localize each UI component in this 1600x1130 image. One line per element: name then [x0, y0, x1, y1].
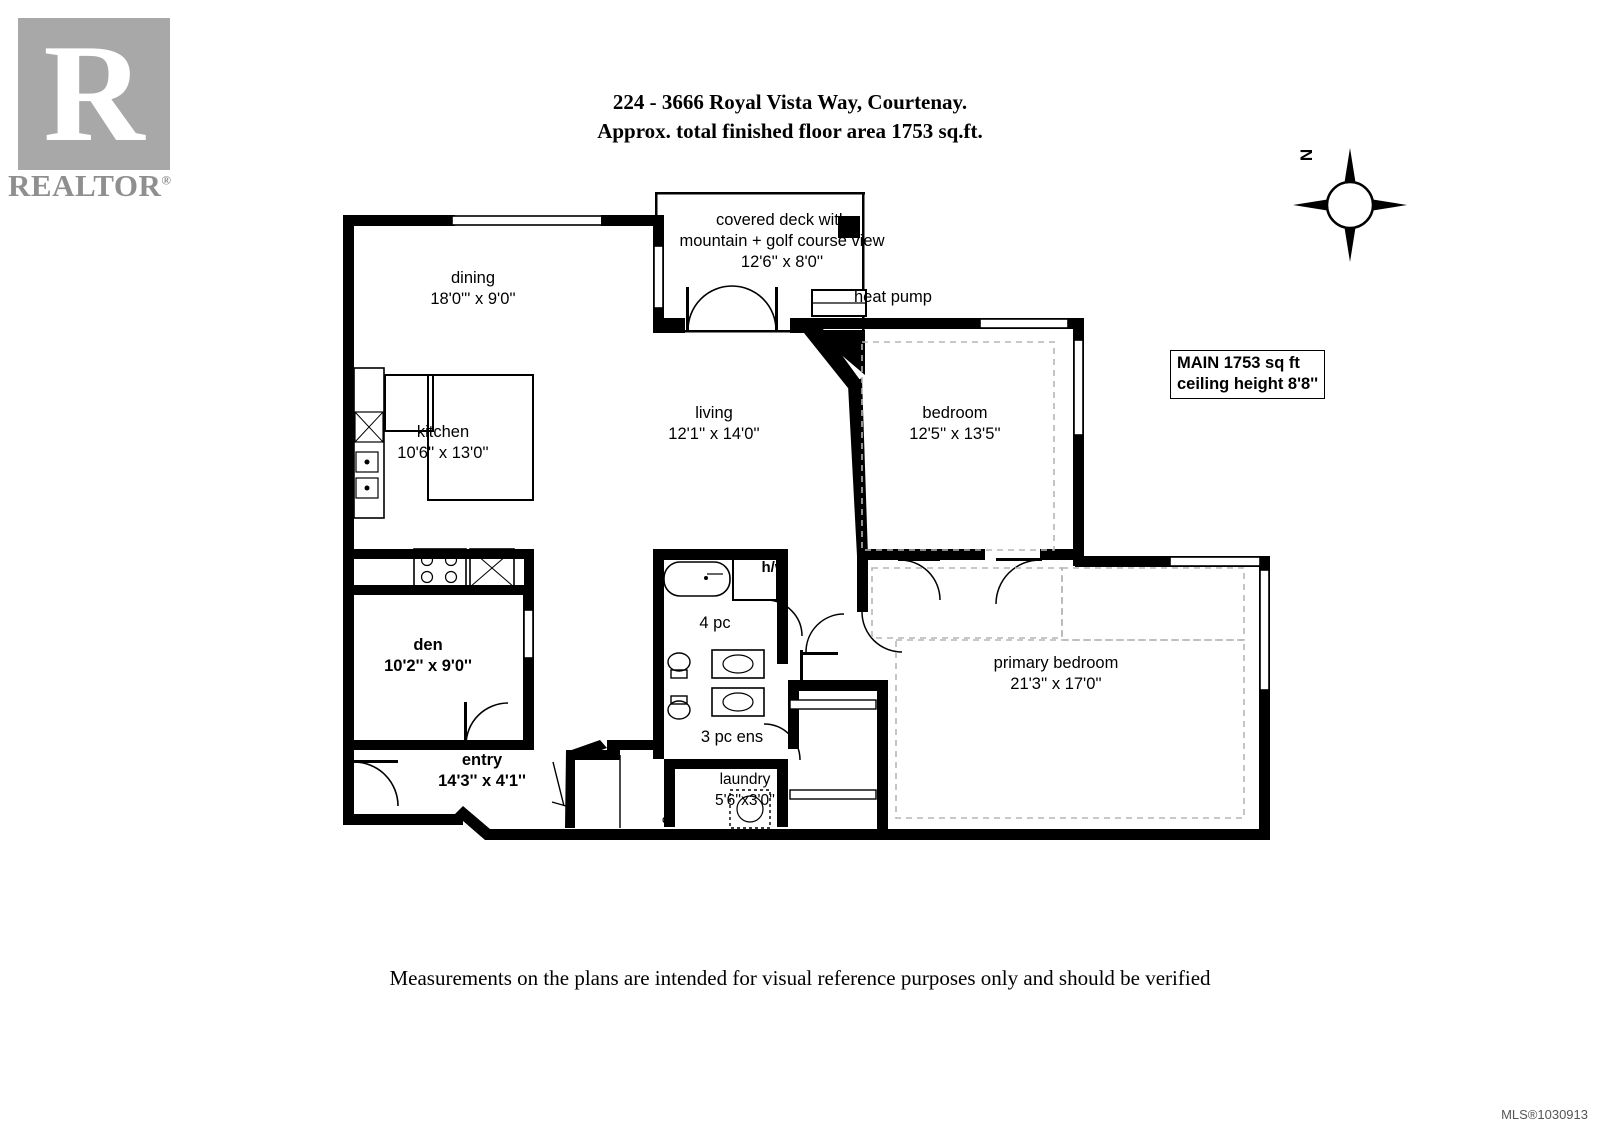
room-label-dining [430, 268, 515, 310]
room-dimensions: 12'1'' x 14'0'' [668, 425, 760, 443]
room-name: primary bedroom [993, 654, 1119, 672]
mls-id-label: MLS®1030913 [1501, 1107, 1588, 1122]
bathroom-4pc-label: 4 pc [699, 614, 731, 632]
realtor-registered-mark: ® [161, 172, 172, 188]
realtor-wordmark-text: REALTOR [8, 168, 162, 203]
hot-water-tank-label: h/w [761, 559, 787, 576]
room-name: living [695, 404, 733, 422]
page-title-address: 224 - 3666 Royal Vista Way, Courtenay. [612, 90, 968, 114]
room-name: kitchen [416, 423, 470, 441]
room-dimensions: 18'0''' x 9'0'' [430, 290, 516, 308]
room-name: dining [450, 269, 496, 287]
floor-info-area: MAIN 1753 sq ft [1177, 354, 1300, 372]
room-label-laundry [715, 769, 775, 811]
room-dimensions: 12'5'' x 13'5'' [909, 425, 1001, 443]
deck-line-2: mountain + golf course view [679, 232, 885, 250]
room-label-living [668, 403, 759, 445]
floor-info-ceiling: ceiling height 8'8'' [1177, 375, 1319, 393]
realtor-logo-letter: R [43, 16, 145, 171]
disclaimer-text: Measurements on the plans are intended for visual reference purposes only and should be verified [389, 966, 1211, 990]
compass-north-label: N [1297, 148, 1317, 162]
room-name: entry [461, 751, 503, 769]
room-name: bedroom [922, 404, 988, 422]
room-label-entry [438, 750, 526, 792]
page-title-area: Approx. total finished floor area 1753 sq.ft. [597, 119, 983, 143]
room-label-bedroom [909, 403, 1000, 445]
room-label-kitchen [397, 422, 488, 464]
heat-pump-label: heat pump [854, 288, 932, 306]
room-dimensions: 5'6''x3'0'' [715, 792, 775, 809]
room-name: den [413, 636, 443, 654]
room-label-covered-deck [680, 210, 885, 273]
room-dimensions: 21'3'' x 17'0'' [1010, 675, 1102, 693]
room-dimensions: 14'3'' x 4'1'' [438, 772, 526, 790]
deck-line-1: covered deck with [715, 211, 849, 229]
room-name: laundry [719, 771, 771, 788]
ensuite-3pc-label: 3 pc ens [700, 728, 764, 746]
room-label-den [384, 635, 472, 677]
room-dimensions: 10'2'' x 9'0'' [384, 657, 472, 675]
room-label-primary-bedroom [994, 653, 1119, 695]
deck-dimensions: 12'6'' x 8'0'' [740, 253, 824, 271]
room-dimensions: 10'6'' x 13'0'' [397, 444, 489, 462]
